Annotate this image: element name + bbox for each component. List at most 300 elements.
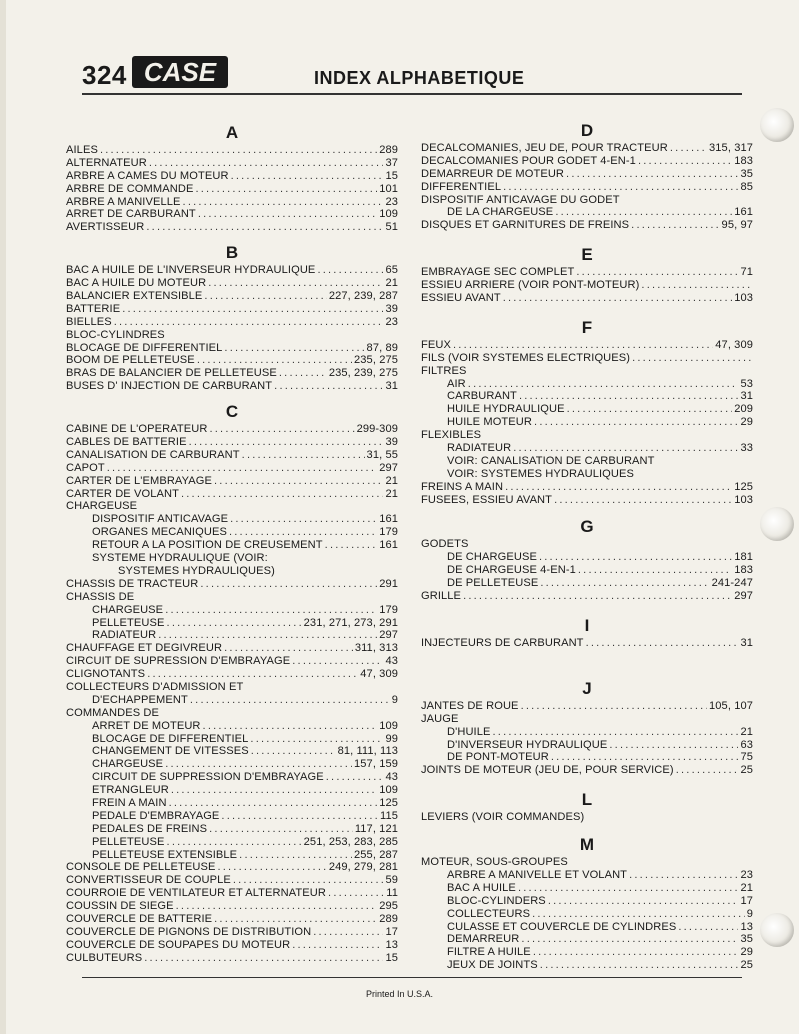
entry-page: 59 (385, 874, 398, 887)
leader-dots (114, 316, 384, 329)
entry-page: 31 (385, 380, 398, 393)
index-entry (421, 946, 753, 959)
page-title: INDEX ALPHABETIQUE (314, 68, 525, 88)
leader-dots (513, 442, 738, 455)
entry-label: CIRCUIT DE SUPPRESSION D'EMBRAYAGE (92, 771, 324, 784)
leader-dots (181, 488, 383, 501)
entry-label: PEDALE D'EMBRAYAGE (92, 809, 220, 822)
leader-dots (167, 617, 302, 630)
index-entry (421, 481, 753, 494)
index-entry (66, 758, 398, 771)
header-rule (82, 93, 742, 95)
index-entry (66, 887, 398, 900)
entry-page: 31, 55 (366, 448, 398, 461)
index-entry (421, 551, 753, 564)
index-entry (421, 869, 753, 882)
index-entry (421, 637, 753, 650)
index-entry (66, 552, 398, 565)
entry-page: 103 (734, 292, 753, 305)
entry-page: 13 (385, 938, 398, 951)
entry-page: 115 (380, 809, 398, 822)
leader-dots (503, 292, 732, 305)
punch-hole-middle (760, 507, 794, 541)
index-entry (66, 488, 398, 501)
entry-label: DISPOSITIF ANTICAVAGE DU GODET (421, 193, 620, 206)
leader-dots (609, 739, 738, 752)
entry-page: 297 (379, 629, 398, 642)
entry-page: 17 (740, 894, 753, 907)
section-letter-a: A (225, 123, 239, 142)
index-entry (66, 952, 398, 965)
index-entry (66, 604, 398, 617)
leader-dots (638, 155, 732, 168)
index-entry (421, 403, 753, 416)
index-entry (421, 933, 753, 946)
entry-label: FILTRE A HUILE (447, 946, 531, 959)
index-entry (66, 264, 398, 277)
index-entry (421, 455, 753, 468)
entry-page: 255, 287 (354, 848, 398, 861)
leader-dots (171, 784, 377, 797)
entry-page: 43 (385, 771, 398, 784)
index-entry (66, 144, 398, 157)
index-entry (66, 681, 398, 694)
index-entry (66, 836, 398, 849)
entry-page: 21 (385, 487, 398, 500)
leader-dots (214, 913, 377, 926)
index-entry (421, 577, 753, 590)
entry-label: COUSSIN DE SIEGE (66, 900, 174, 913)
entry-page: 21 (740, 881, 753, 894)
entry-label: FREIN A MAIN (92, 796, 167, 809)
leader-dots (242, 449, 365, 462)
index-entry (66, 170, 398, 183)
entry-label: EMBRAYAGE SEC COMPLET (421, 266, 575, 279)
entry-label: JOINTS DE MOTEUR (JEU DE, POUR SERVICE) (421, 764, 674, 777)
entry-page: 179 (379, 526, 398, 539)
leader-dots (146, 221, 383, 234)
entry-label: BRAS DE BALANCIER DE PELLETEUSE (66, 367, 277, 380)
entry-label: CABINE DE L'OPERATEUR (66, 423, 208, 436)
entry-label: GRILLE (421, 590, 462, 603)
entry-label: RADIATEUR (447, 442, 512, 455)
leader-dots (221, 810, 378, 823)
entry-label: JANTES DE ROUE (421, 699, 519, 712)
index-entry (66, 771, 398, 784)
leader-dots (328, 887, 384, 900)
leader-dots (521, 933, 738, 946)
entry-label: D'HUILE (447, 725, 491, 738)
leader-dots (641, 279, 751, 292)
leader-dots (279, 367, 327, 380)
entry-label: ESSIEU AVANT (421, 292, 501, 305)
entry-page: 125 (379, 796, 398, 809)
printed-notice: Printed In U.S.A. (365, 989, 434, 999)
leader-dots (539, 551, 732, 564)
index-entry (421, 538, 753, 551)
leader-dots (217, 861, 326, 874)
entry-label: FUSEES, ESSIEU AVANT (421, 493, 553, 506)
entry-label: BAC A HUILE DE L'INVERSEUR HYDRAULIQUE (66, 264, 316, 277)
entry-label: ARBRE DE COMMANDE (66, 182, 194, 195)
entry-label: ESSIEU ARRIERE (VOIR PONT-MOTEUR) (421, 279, 640, 292)
entry-page: 227, 239, 287 (328, 290, 398, 303)
punch-hole-top (760, 108, 794, 142)
entry-label: AIR (447, 377, 466, 390)
index-entry (421, 155, 753, 168)
entry-label: RADIATEUR (92, 629, 157, 642)
leader-dots (209, 823, 353, 836)
index-entry (66, 913, 398, 926)
index-entry (421, 365, 753, 378)
entry-label: DE PONT-MOTEUR (447, 751, 549, 764)
index-entry (66, 797, 398, 810)
index-entry (421, 764, 753, 777)
index-entry (66, 500, 398, 513)
entry-page: 297 (734, 590, 753, 603)
entry-label: COMMANDES DE (66, 706, 160, 719)
entry-label: CAPOT (66, 461, 105, 474)
entry-page: 315, 317 (709, 142, 753, 154)
entry-page: 109 (379, 719, 398, 732)
entry-page: 235, 275 (354, 354, 398, 367)
entry-page: 9 (391, 693, 398, 706)
entry-label: DE PELLETEUSE (447, 577, 539, 590)
leader-dots (100, 144, 377, 157)
leader-dots (453, 339, 713, 352)
index-entry (66, 668, 398, 681)
entry-label: ALTERNATEUR (66, 156, 147, 169)
entry-page: 65 (385, 264, 398, 277)
leader-dots (147, 668, 358, 681)
entry-label: BAC A HUILE DU MOTEUR (66, 277, 207, 290)
entry-label: CARTER DE VOLANT (66, 487, 179, 500)
index-entry (66, 196, 398, 209)
page-header (82, 56, 742, 96)
entry-page: 21 (740, 725, 753, 738)
index-entry (66, 707, 398, 720)
index-entry (66, 157, 398, 170)
entry-label: COLLECTEURS D'ADMISSION ET (66, 680, 244, 693)
entry-label: DECALCOMANIES POUR GODET 4-EN-1 (421, 154, 636, 167)
entry-page: 183 (734, 564, 753, 577)
index-column-left (66, 114, 398, 965)
leader-dots (586, 637, 739, 650)
index-entry (66, 183, 398, 196)
leader-dots (204, 290, 326, 303)
leader-dots (203, 720, 378, 733)
entry-label: PEDALES DE FREINS (92, 822, 208, 835)
entry-page: 85 (740, 180, 753, 193)
entry-page: 39 (385, 302, 398, 315)
punch-hole-bottom (760, 913, 794, 947)
entry-page: 291 (379, 577, 398, 590)
index-entry (66, 745, 398, 758)
entry-page: 99 (385, 732, 398, 745)
index-entry (66, 578, 398, 591)
entry-label: BIELLES (66, 315, 112, 328)
entry-page: 21 (385, 474, 398, 487)
entry-label: COUVERCLE DE PIGNONS DE DISTRIBUTION (66, 925, 312, 938)
leader-dots (292, 655, 383, 668)
leader-dots (195, 183, 377, 196)
leader-dots (533, 946, 739, 959)
index-entry (421, 856, 753, 869)
entry-page: 35 (740, 167, 753, 180)
index-entry (66, 449, 398, 462)
entry-label: DECALCOMANIES, JEU DE, POUR TRACTEUR (421, 142, 668, 154)
entry-label: FLEXIBLES (421, 429, 482, 442)
entry-label: CULBUTEURS (66, 951, 143, 964)
entry-page: 95, 97 (721, 219, 753, 232)
leader-dots (209, 423, 354, 436)
leader-dots (165, 758, 352, 771)
leader-dots (631, 219, 719, 232)
entry-label: FILTRES (421, 364, 467, 377)
leader-dots (463, 590, 732, 603)
entry-label: DISQUES ET GARNITURES DE FREINS (421, 219, 630, 232)
index-entry (66, 784, 398, 797)
entry-label: ETRANGLEUR (92, 784, 169, 797)
leader-dots (239, 849, 352, 862)
entry-label: COUVERCLE DE SOUPAPES DU MOTEUR (66, 938, 291, 951)
entry-label: CHARGEUSE (92, 758, 164, 771)
entry-label: BLOCAGE DE DIFFERENTIEL (92, 732, 249, 745)
entry-label: DEMARREUR (447, 933, 520, 946)
entry-label: BALANCIER EXTENSIBLE (66, 290, 203, 303)
leader-dots (629, 869, 738, 882)
index-entry (66, 810, 398, 823)
section-letter-e: E (581, 245, 593, 265)
index-entry (421, 882, 753, 895)
entry-page: 299-309 (356, 423, 398, 436)
entry-page: 109 (379, 208, 398, 221)
index-entry (421, 713, 753, 726)
entry-page: 51 (385, 221, 398, 234)
leader-dots (107, 462, 377, 475)
entry-label: DE CHARGEUSE 4-EN-1 (447, 564, 576, 577)
entry-label: ARBRE A MANIVELLE (66, 195, 181, 208)
index-entry (421, 700, 753, 713)
leader-dots (229, 526, 377, 539)
index-entry (66, 720, 398, 733)
entry-label: COURROIE DE VENTILATEUR ET ALTERNATEUR (66, 887, 327, 900)
index-entry (421, 352, 753, 365)
entry-page: 105, 107 (709, 699, 753, 712)
entry-label: PELLETEUSE (92, 835, 165, 848)
leader-dots (566, 168, 738, 181)
entry-label: ORGANES MECANIQUES (92, 526, 227, 539)
entry-page: 11 (386, 887, 398, 900)
index-entry (421, 292, 753, 305)
section-letter-m: M (579, 835, 595, 855)
entry-label: MOTEUR, SOUS-GROUPES (421, 856, 568, 869)
entry-page: 39 (385, 436, 398, 449)
leader-dots (554, 494, 732, 507)
index-entry (66, 475, 398, 488)
leader-dots (534, 416, 738, 429)
index-entry (421, 219, 753, 232)
entry-page: 47, 309 (360, 668, 398, 681)
leader-dots (230, 513, 377, 526)
entry-label: BUSES D' INJECTION DE CARBURANT (66, 380, 273, 393)
leader-dots (632, 352, 751, 365)
index-entry (66, 874, 398, 887)
leader-dots (292, 939, 383, 952)
section-letter-l: L (581, 790, 593, 810)
entry-page: 63 (740, 738, 753, 751)
leader-dots (197, 354, 352, 367)
footer-rule (82, 977, 742, 978)
entry-label: BAC A HUILE (447, 881, 516, 894)
index-entry (66, 642, 398, 655)
leader-dots (176, 900, 378, 913)
section-letter-d: D (580, 121, 594, 140)
leader-dots (676, 764, 739, 777)
index-entry (421, 168, 753, 181)
index-entry (421, 959, 753, 972)
leader-dots (551, 751, 739, 764)
index-entry (421, 908, 753, 921)
entry-label: VOIR: SYSTEMES HYDRAULIQUES (447, 467, 635, 480)
index-entry (421, 142, 753, 155)
leader-dots (224, 342, 364, 355)
entry-label: CHASSIS DE TRACTEUR (66, 577, 199, 590)
entry-label: HUILE MOTEUR (447, 416, 533, 429)
index-entry (66, 221, 398, 234)
entry-page: 231, 271, 273, 291 (303, 616, 398, 629)
entry-label: RETOUR A LA POSITION DE CREUSEMENT (92, 539, 323, 552)
entry-page: 101 (379, 182, 398, 195)
entry-page: 249, 279, 281 (328, 861, 398, 874)
section-letter-f: F (581, 317, 593, 337)
entry-page: 181 (734, 551, 753, 564)
entry-label: CANALISATION DE CARBURANT (66, 448, 240, 461)
entry-page: 29 (740, 946, 753, 959)
case-logo-text: CASE (143, 57, 217, 87)
leader-dots (325, 539, 378, 552)
index-entry (66, 939, 398, 952)
entry-page: 15 (385, 951, 398, 964)
index-entry (66, 462, 398, 475)
leader-dots (503, 181, 738, 194)
index-entry (66, 926, 398, 939)
entry-page: 81, 111, 113 (337, 745, 398, 758)
entry-page: 289 (379, 144, 398, 156)
case-logo (132, 56, 228, 88)
leader-dots (251, 745, 336, 758)
entry-label: COLLECTEURS (447, 907, 531, 920)
entry-page: 25 (740, 959, 753, 972)
section-letter-c: C (225, 402, 239, 422)
entry-page: 71 (740, 266, 753, 279)
entry-label: D'ECHAPPEMENT (92, 693, 188, 706)
entry-page: 15 (385, 169, 398, 182)
entry-label: LEVIERS (VOIR COMMANDES) (421, 811, 585, 824)
entry-label: CARBURANT (447, 390, 517, 403)
entry-label: CULASSE ET COUVERCLE DE CYLINDRES (447, 920, 677, 933)
leader-dots (214, 475, 383, 488)
index-entry (421, 811, 753, 824)
entry-page: 297 (379, 461, 398, 474)
entry-page: 251, 253, 283, 285 (303, 835, 398, 848)
entry-page: 311, 313 (354, 642, 398, 655)
leader-dots (198, 208, 377, 221)
entry-page: 87, 89 (366, 341, 398, 354)
entry-page: 9 (746, 907, 753, 920)
entry-page: 125 (734, 480, 753, 493)
entry-label: CIRCUIT DE SUPRESSION D'EMBRAYAGE (66, 655, 291, 668)
index-entry (421, 339, 753, 352)
leader-dots (678, 921, 738, 934)
entry-page: 25 (740, 764, 753, 777)
index-entry (66, 823, 398, 836)
entry-label: CABLES DE BATTERIE (66, 436, 187, 449)
leader-dots (493, 726, 739, 739)
index-entry (66, 539, 398, 552)
entry-label: DE CHARGEUSE (447, 551, 537, 564)
leader-dots (519, 390, 739, 403)
entry-label: AVERTISSEUR (66, 221, 145, 234)
entry-page: 29 (740, 416, 753, 429)
entry-label: PELLETEUSE (92, 616, 165, 629)
leader-dots (224, 642, 353, 655)
index-entry (421, 739, 753, 752)
entry-label: FILS (VOIR SYSTEMES ELECTRIQUES) (421, 351, 631, 364)
entry-page: 209 (734, 403, 753, 416)
entry-label: SYSTEMES HYDRAULIQUES) (118, 564, 275, 577)
entry-label: FEUX (421, 338, 451, 351)
index-entry (66, 591, 398, 604)
index-entry (66, 513, 398, 526)
entry-label: CARTER DE L'EMBRAYAGE (66, 474, 213, 487)
entry-label: ARRET DE MOTEUR (92, 719, 201, 732)
leader-dots (158, 629, 377, 642)
index-entry (66, 303, 398, 316)
entry-label: ARBRE A CAMES DU MOTEUR (66, 169, 229, 182)
entry-label: GODETS (421, 538, 469, 551)
index-entry (66, 354, 398, 367)
index-entry (421, 194, 753, 207)
index-entry (421, 442, 753, 455)
entry-label: ARBRE A MANIVELLE ET VOLANT (447, 868, 628, 881)
entry-label: CHARGEUSE (66, 500, 138, 513)
entry-label: AILES (66, 144, 98, 156)
index-entry (66, 436, 398, 449)
entry-label: CLIGNOTANTS (66, 668, 146, 681)
entry-page: 117, 121 (354, 822, 398, 835)
index-entry (66, 380, 398, 393)
section-letter-i: I (584, 615, 590, 635)
leader-dots (200, 578, 377, 591)
entry-page: 241-247 (711, 577, 753, 590)
entry-label: JAUGE (421, 712, 459, 725)
index-entry (421, 206, 753, 219)
leader-dots (233, 874, 384, 887)
index-entry (66, 617, 398, 630)
entry-page: 23 (385, 315, 398, 328)
index-entry (66, 208, 398, 221)
leader-dots (540, 577, 709, 590)
index-entry (66, 316, 398, 329)
leader-dots (167, 836, 302, 849)
leader-dots (274, 380, 383, 393)
leader-dots (468, 378, 739, 391)
leader-dots (169, 797, 378, 810)
entry-page: 33 (740, 442, 753, 455)
index-entry (421, 564, 753, 577)
index-entry (421, 279, 753, 292)
